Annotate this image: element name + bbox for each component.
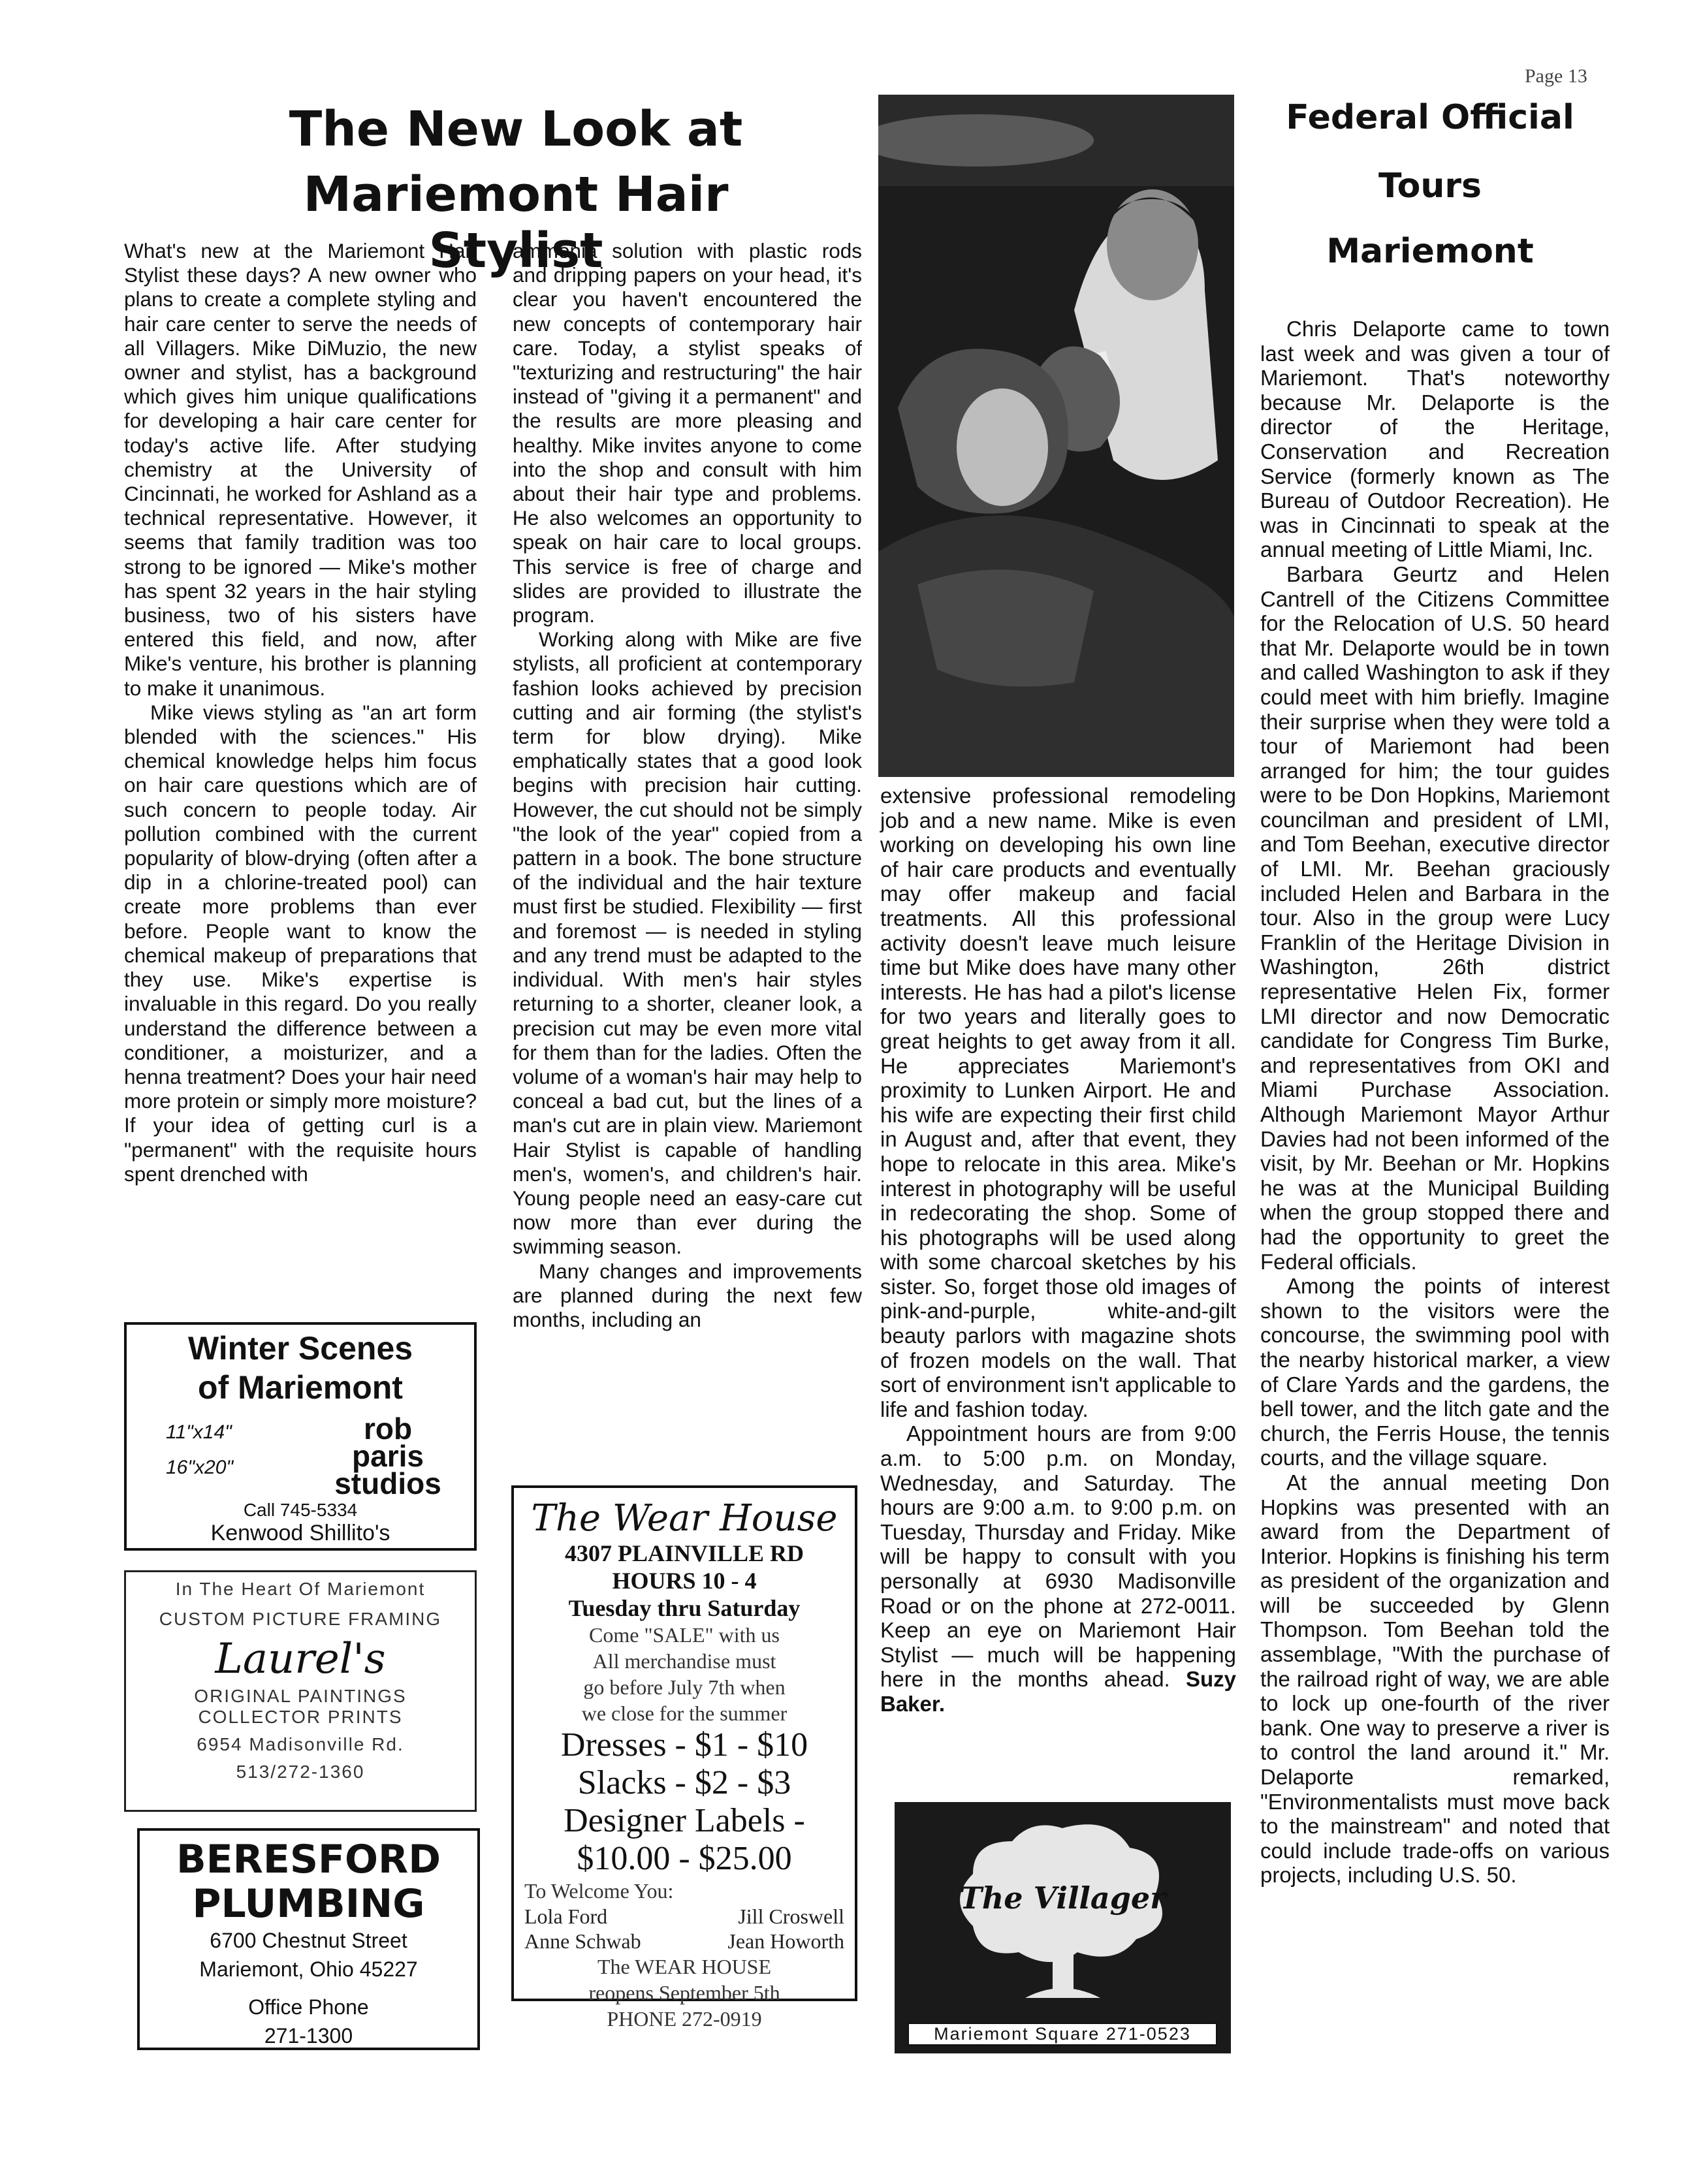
winter-scenes-ad	[124, 1322, 477, 1551]
article1-column-3	[880, 783, 1236, 1717]
ad-title: BERESFORD	[176, 1837, 441, 1882]
page-number: Page 13	[1525, 65, 1587, 87]
ad-text: In The Heart Of Mariemont	[175, 1579, 426, 1599]
paragraph: At the annual meeting Don Hopkins was presented with an award from the Department of Interior. Hopkins is finishing his term as president of the organization and will be succeeded by Glenn Thompson. Tom Beehan told the assemblage, "With the purchase of the railroad right of way, we are able to lock up one-fourth of the river bank. One way to preserve a river is to control the land around it." Mr. Delaporte remarked, "Environmentalists must move back to the mainstream" and noted that could include trade-offs on various projects, including U.S. 50.	[1260, 1470, 1610, 1888]
paragraph: Chris Delaporte came to town last week and was given a tour of Mariemont. That's noteworthy because Mr. Delaporte is the director of the Heritage, Conservation and Recreation Service (formerly known as The Bureau of Outdoor Recreation). He was in Cincinnati to speak at the annual meeting of Little Miami, Inc.	[1260, 317, 1610, 562]
ad-address: 6700 Chestnut Street	[210, 1929, 407, 1952]
ad-text: CUSTOM PICTURE FRAMING	[159, 1609, 442, 1629]
ad-text: The WEAR HOUSE	[597, 1955, 772, 1978]
stylist-photo	[878, 95, 1234, 777]
ad-title: Winter Scenes	[187, 1330, 413, 1367]
ad-title: of Mariemont	[198, 1369, 403, 1406]
federal-headline-line3: Mariemont	[1326, 232, 1534, 271]
paragraph: Appointment hours are from 9:00 a.m. to 5:00 p.m. on Monday, Wednesday, and Saturday. The hours are 9:00 a.m. to 9:00 p.m. on Tuesday, Thursday and Friday. Mike will be happy to consult with you personally at 6930 Madisonville Road or on the phone at 272-0011. Keep an eye on Mariemont Hair Stylist — much will be happening here in the months ahead. Suzy Baker.	[880, 1421, 1237, 1716]
ad-title: PLUMBING	[192, 1881, 425, 1927]
ad-text: COLLECTOR PRINTS	[198, 1707, 403, 1727]
federal-headline-line2: Tours	[1378, 166, 1482, 206]
ad-text: All merchandise must	[592, 1649, 776, 1673]
ad-text: Come "SALE" with us	[589, 1623, 780, 1647]
size-option: 16"x20"	[166, 1457, 234, 1478]
staff-row: Anne Schwab Jean Howorth	[524, 1929, 844, 1953]
beresford-plumbing-ad	[137, 1828, 480, 2050]
ad-phone: PHONE 272-0919	[607, 2007, 762, 2031]
ad-phone: Call 745-5334	[243, 1500, 358, 1520]
ad-store: Kenwood Shillito's	[210, 1521, 390, 1545]
paragraph: Among the points of interest shown to the visitors were the concourse, the swimming pool with the nearby historical marker, a view of Clare Yards and the gardens, the bell tower, and the litch gate and the church, the Ferris House, the tennis courts, and the village square.	[1260, 1274, 1610, 1470]
ad-text: we close for the summer	[581, 1701, 788, 1725]
wear-house-logo: The Wear House	[531, 1497, 838, 1540]
paragraph: Barbara Geurtz and Helen Cantrell of the Citizens Committee for the Relocation of U.S. 50 heard that Mr. Delaporte would be in town and called Washington to ask if they could meet with him briefly. Imagine their surprise when they were told a tour of Mariemont had been arranged for him; the tour guides were to be Don Hopkins, Mariemont councilman and president of LMI, and Tom Beehan, executive director of LMI. Mr. Beehan graciously included Helen and Barbara in the tour. Also in the group were Lucy Franklin of the Heritage Division in Washington, 26th district representative Helen Fix, former LMI director and now Democratic candidate for Congress Tim Burke, and representatives from OKI and Miami Purchase Association. Although Mariemont Mayor Arthur Davies had not been informed of the visit, by Mr. Beehan or Mr. Hopkins he was at the Municipal Building when the group stopped there and had the opportunity to greet the Federal officials.	[1260, 562, 1610, 1274]
article-headline-line2: Mariemont Hair Stylist	[303, 166, 729, 279]
ad-price: Designer Labels -	[564, 1802, 805, 1839]
paragraph: Working along with Mike are five stylists, all proficient at contemporary fashion looks achieved by precision cutting and air forming (the stylist's term for blow drying). Mike emphatically states that a good look begins with precision hair cutting. However, the cut should not be simply "the look of the year" copied from a pattern in a book. The bone structure of the individual and the hair texture must first be studied. Flexibility — first and foremost — is needed in styling and any trend must be adapted to the individual. With men's hair styles returning to a shorter, cleaner look, a precision cut may be even more vital for them than for the ladies. Often the volume of a woman's hair may help to conceal a bad cut, but the lines of a man's cut are in plain view. Mariemont Hair Stylist is capable of handling men's, women's, and children's hair. Young people need an easy-care cut now more than ever during the swimming season.	[513, 627, 862, 1259]
ad-price: Dresses - $1 - $10	[560, 1726, 808, 1764]
paragraph: ammonia solution with plastic rods and dripping papers on your head, it's clear you haven't encountered the new concepts of contemporary hair care. Today, a stylist speaks of "texturizing and restructuring" the hair instead of "giving it a permanent" and the results are more pleasing and healthy. Mike invites anyone to come into the shop and consult with him about their hair type and problems. He also welcomes an opportunity to speak on hair care to local groups. This service is free of charge and slides are provided to illustrate the program.	[513, 239, 862, 627]
ad-phone-label: Office Phone	[248, 1995, 369, 2019]
article1-column-2	[513, 239, 862, 1332]
ad-text: reopens September 5th	[588, 1981, 780, 2004]
ad-phone: 513/272-1360	[236, 1762, 365, 1782]
ad-phone: 271-1300	[264, 2024, 353, 2048]
villager-tagline: Mariemont Square 271-0523	[908, 2023, 1217, 2046]
studio-logo: rob paris studios	[334, 1412, 441, 1500]
villager-logo: The Villager	[959, 1880, 1166, 1916]
byline: Suzy Baker.	[880, 1667, 1237, 1716]
ad-address: Mariemont, Ohio 45227	[199, 1957, 418, 1981]
paragraph: What's new at the Mariemont Hair Stylist these days? A new owner who plans to create a complete styling and hair care center to serve the needs of all Villagers. Mike DiMuzio, the new owner and stylist, has a background which gives him unique qualifications for developing a hair care center for today's active life. After studying chemistry at the University of Cincinnati, he worked for Ashland as a technical representative. However, it seems that family tradition was too strong to be ignored — Mike's mother has spent 32 years in the hair styling business, two of his sisters have entered this field, and now, after Mike's venture, his brother is planning to make it unanimous.	[124, 239, 477, 700]
ad-price: $10.00 - $25.00	[577, 1840, 792, 1877]
article2-column	[1260, 317, 1610, 1888]
paragraph: Many changes and improvements are planned during the next few months, including an	[513, 1259, 862, 1331]
ad-days: Tuesday thru Saturday	[568, 1595, 801, 1621]
ad-address: 6954 Madisonville Rd.	[197, 1734, 404, 1754]
ad-address: 4307 PLAINVILLE RD	[564, 1540, 804, 1566]
ad-hours: HOURS 10 - 4	[612, 1568, 757, 1594]
laurels-framing-ad	[124, 1570, 477, 1812]
wear-house-ad	[511, 1485, 857, 2031]
federal-headline-line1: Federal Official	[1286, 98, 1574, 137]
staff-row: Lola Ford Jill Croswell	[524, 1905, 844, 1928]
ad-text: go before July 7th when	[583, 1675, 786, 1699]
paragraph: Mike views styling as "an art form blended with the sciences." His chemical knowledge helps him focus on hair care questions which are of such concern to people today. Air pollution combined with the current popularity of blow-drying (often after a dip in a chlorine-treated pool) can create more problems than ever before. People want to know the chemical makeup of preparations that they use. Mike's expertise is invaluable in this regard. Do you really understand the difference between a conditioner, a moisturizer, and a henna treatment? Does your hair need more protein or simply more moisture? If your idea of getting curl is a "permanent" with the requisite hours spent drenched with	[124, 700, 477, 1186]
villager-ad	[895, 1802, 1231, 2053]
laurels-logo: Laurel's	[215, 1635, 386, 1683]
article-headline-line1: The New Look at	[289, 101, 743, 157]
ad-price: Slacks - $2 - $3	[577, 1764, 791, 1801]
ad-text: ORIGINAL PAINTINGS	[194, 1686, 407, 1706]
paragraph: extensive professional remodeling job and a new name. Mike is even working on developing his own line of hair care products and eventually may offer makeup and facial treatments. All this professional activity doesn't leave much leisure time but Mike does have many other interests. He has had a pilot's license for two years and literally goes to great heights to get away from it all. He appreciates Mariemont's proximity to Lunken Airport. He and his wife are expecting their first child in August and, after that event, they hope to relocate in this area. Mike's interest in photography will be useful in redecorating the shop. Some of his photographs will be used along with some charcoal sketches by his sister. So, forget those old images of pink-and-purple, white-and-gilt beauty parlors with magazine shots of frozen models on the wall. That sort of environment isn't applicable to life and fashion today.	[880, 783, 1236, 1421]
article1-column-1	[124, 239, 477, 1186]
size-option: 11"x14"	[166, 1421, 232, 1443]
ad-text: To Welcome You:	[524, 1879, 674, 1903]
